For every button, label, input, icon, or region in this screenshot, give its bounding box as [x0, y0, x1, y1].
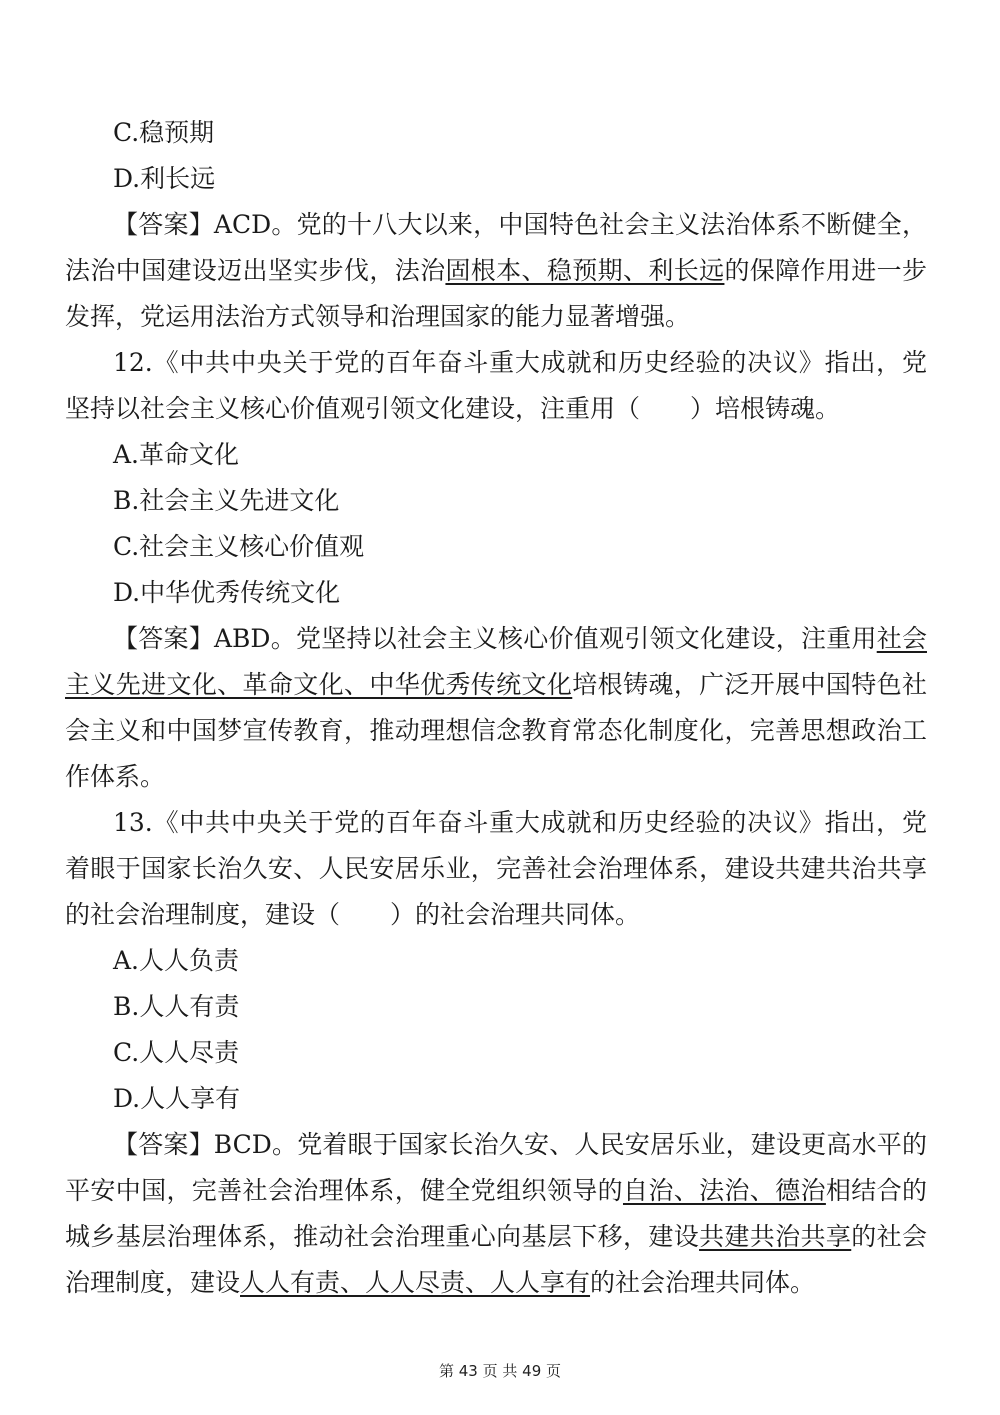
footer-prefix: 第	[438, 1362, 454, 1380]
answer-underlined: 社会主义先进文化、革命文化、中华优秀传统文化	[65, 624, 927, 699]
q11-answer	[65, 202, 927, 340]
answer-tag: 【答案】	[113, 624, 214, 653]
q11-option-c: C.稳预期	[113, 118, 215, 147]
q12-answer	[65, 616, 927, 800]
answer-underlined: 人人有责、人人尽责、人人享有	[240, 1268, 591, 1297]
q12-stem: 12.《中共中央关于党的百年奋斗重大成就和历史经验的决议》指出，党坚持以社会主义核心价值观引领文化建设，注重用（ ）培根铸魂。	[65, 348, 927, 423]
answer-tag: 【答案】	[113, 1130, 214, 1159]
footer-total-pages: 49	[522, 1362, 542, 1380]
answer-underlined: 固根本、稳预期、利长远	[445, 256, 725, 285]
page-footer	[0, 1360, 1000, 1381]
q13-answer	[65, 1122, 927, 1306]
answer-text: 相结合的城乡基层治理体系，推动社会治理重心向基层下移，建设	[65, 1176, 927, 1251]
q13-option-d: D.人人享有	[113, 1084, 241, 1113]
document-page	[65, 110, 927, 1306]
answer-underlined: 自治、法治、德治	[622, 1176, 826, 1205]
q12-option-d: D.中华优秀传统文化	[113, 578, 341, 607]
answer-text: ABD。党坚持以社会主义核心价值观引领文化建设，注重用	[214, 624, 877, 653]
q11-option-d: D.利长远	[113, 164, 216, 193]
answer-text: ACD。党的十八大以来，中国特色社会主义法治体系不断健全，法治中国建设迈出坚实步伐，法治	[65, 210, 927, 285]
q13-stem: 13.《中共中央关于党的百年奋斗重大成就和历史经验的决议》指出，党着眼于国家长治久安、人民安居乐业，完善社会治理体系，建设共建共治共享的社会治理制度，建设（ ）的社会治理共同体。	[65, 808, 927, 929]
q13-option-b: B.人人有责	[113, 992, 240, 1021]
q12-option-b: B.社会主义先进文化	[113, 486, 340, 515]
answer-tag: 【答案】	[113, 210, 214, 239]
q12-option-c: C.社会主义核心价值观	[113, 532, 365, 561]
answer-underlined: 共建共治共享	[699, 1222, 852, 1251]
q12-option-a: A.革命文化	[113, 440, 240, 469]
answer-text: BCD。党着眼于国家长治久安、人民安居乐业，建设更高水平的平安中国，完善社会治理体系，健全党组织领导的	[65, 1130, 927, 1205]
q13-option-a: A.人人负责	[113, 946, 240, 975]
q13-option-c: C.人人尽责	[113, 1038, 240, 1067]
footer-page-number: 43	[458, 1362, 478, 1380]
footer-middle: 页 共	[482, 1362, 518, 1380]
answer-text: 培根铸魂，广泛开展中国特色社会主义和中国梦宣传教育，推动理想信念教育常态化制度化，完善思想政治工作体系。	[65, 670, 927, 791]
answer-text: 的保障作用进一步发挥，党运用法治方式领导和治理国家的能力显著增强。	[65, 256, 927, 331]
answer-text: 的社会治理制度，建设	[65, 1222, 927, 1297]
footer-suffix: 页	[546, 1362, 562, 1380]
answer-text: 的社会治理共同体。	[590, 1268, 816, 1297]
